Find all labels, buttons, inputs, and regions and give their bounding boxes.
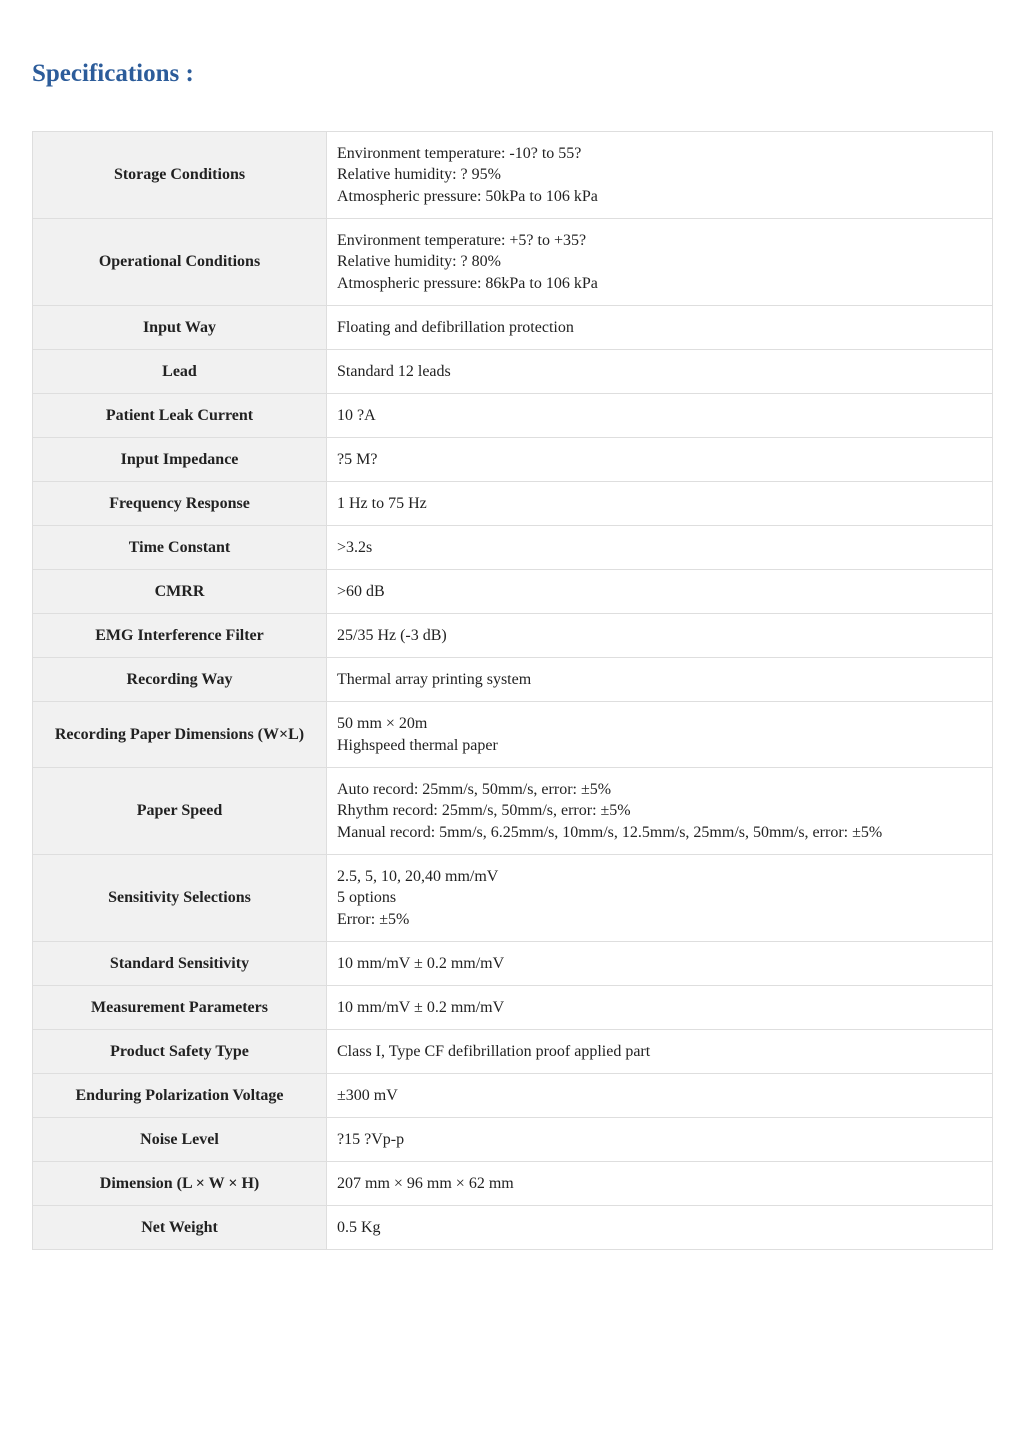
spec-value-line: Relative humidity: ? 80% [337,253,501,271]
spec-value-line: Rhythm record: 25mm/s, 50mm/s, error: ±5% [337,802,631,820]
spec-value-line: Relative humidity: ? 95% [337,166,501,184]
table-row [33,219,993,306]
table-row [33,526,993,570]
spec-label: Storage Conditions [33,132,327,219]
spec-value [327,132,993,219]
spec-value [327,768,993,855]
table-row [33,1030,993,1074]
table-row [33,306,993,350]
spec-value-line: Standard 12 leads [337,362,451,380]
spec-label: Enduring Polarization Voltage [33,1074,327,1118]
spec-value [327,1030,993,1074]
table-row [33,986,993,1030]
spec-value-line: 0.5 Kg [337,1218,381,1236]
table-row [33,394,993,438]
spec-value-line: Manual record: 5mm/s, 6.25mm/s, 10mm/s, 12.5mm/s, 25mm/s, 50mm/s, error: ±5% [337,823,883,841]
spec-value [327,350,993,394]
spec-label: Measurement Parameters [33,986,327,1030]
table-row [33,942,993,986]
spec-label: Lead [33,350,327,394]
spec-value-line: 10 mm/mV ± 0.2 mm/mV [337,998,505,1016]
spec-label: Dimension (L × W × H) [33,1162,327,1206]
table-row [33,350,993,394]
table-row [33,768,993,855]
spec-value [327,1162,993,1206]
spec-value-line: 10 ?A [337,406,376,424]
spec-value [327,614,993,658]
spec-label: Recording Paper Dimensions (W×L) [33,702,327,768]
spec-value [327,986,993,1030]
spec-value-line: Error: ±5% [337,910,410,928]
spec-value [327,855,993,942]
spec-label: CMRR [33,570,327,614]
spec-label: Product Safety Type [33,1030,327,1074]
spec-value [327,219,993,306]
spec-value-line: Environment temperature: +5? to +35? [337,231,587,249]
spec-value-line: ±300 mV [337,1086,398,1104]
page-title: Specifications : [32,60,194,87]
spec-value-line: ?5 M? [337,450,378,468]
spec-value-line: >60 dB [337,582,385,600]
spec-value-line: 50 mm × 20m [337,714,428,732]
spec-value-line: 2.5, 5, 10, 20,40 mm/mV [337,867,499,885]
spec-label: EMG Interference Filter [33,614,327,658]
spec-value [327,942,993,986]
spec-value-line: Highspeed thermal paper [337,736,498,754]
spec-label: Net Weight [33,1206,327,1250]
table-row [33,132,993,219]
spec-label: Paper Speed [33,768,327,855]
table-row [33,1074,993,1118]
spec-value-line: ?15 ?Vp-p [337,1130,405,1148]
table-row [33,855,993,942]
spec-label: Patient Leak Current [33,394,327,438]
spec-value-line: >3.2s [337,538,373,556]
spec-label: Standard Sensitivity [33,942,327,986]
spec-value-line: Atmospheric pressure: 86kPa to 106 kPa [337,274,598,292]
spec-value [327,438,993,482]
spec-label: Sensitivity Selections [33,855,327,942]
spec-value-line: Thermal array printing system [337,670,532,688]
spec-value [327,1206,993,1250]
table-row [33,658,993,702]
spec-value [327,1074,993,1118]
table-row [33,570,993,614]
spec-value-line: 5 options [337,889,397,907]
spec-value [327,1118,993,1162]
spec-value [327,702,993,768]
spec-value-line: Environment temperature: -10? to 55? [337,144,582,162]
spec-value [327,526,993,570]
spec-value [327,570,993,614]
spec-value-line: 207 mm × 96 mm × 62 mm [337,1174,514,1192]
table-row [33,1162,993,1206]
spec-value-line: Floating and defibrillation protection [337,318,574,336]
spec-value-line: 10 mm/mV ± 0.2 mm/mV [337,954,505,972]
spec-label: Recording Way [33,658,327,702]
table-row [33,1118,993,1162]
specifications-table-body [33,132,993,1250]
specifications-table [32,131,993,1250]
spec-value [327,658,993,702]
spec-label: Input Impedance [33,438,327,482]
spec-label: Noise Level [33,1118,327,1162]
spec-value-line: Auto record: 25mm/s, 50mm/s, error: ±5% [337,780,612,798]
table-row [33,614,993,658]
table-row [33,1206,993,1250]
spec-value-line: 1 Hz to 75 Hz [337,494,427,512]
spec-value-line: Class I, Type CF defibrillation proof applied part [337,1042,651,1060]
spec-value-line: 25/35 Hz (-3 dB) [337,626,447,644]
spec-label: Time Constant [33,526,327,570]
spec-label: Operational Conditions [33,219,327,306]
spec-value [327,482,993,526]
spec-value-line: Atmospheric pressure: 50kPa to 106 kPa [337,187,598,205]
table-row [33,482,993,526]
spec-value [327,394,993,438]
spec-label: Input Way [33,306,327,350]
spec-value [327,306,993,350]
table-row [33,702,993,768]
table-row [33,438,993,482]
spec-label: Frequency Response [33,482,327,526]
